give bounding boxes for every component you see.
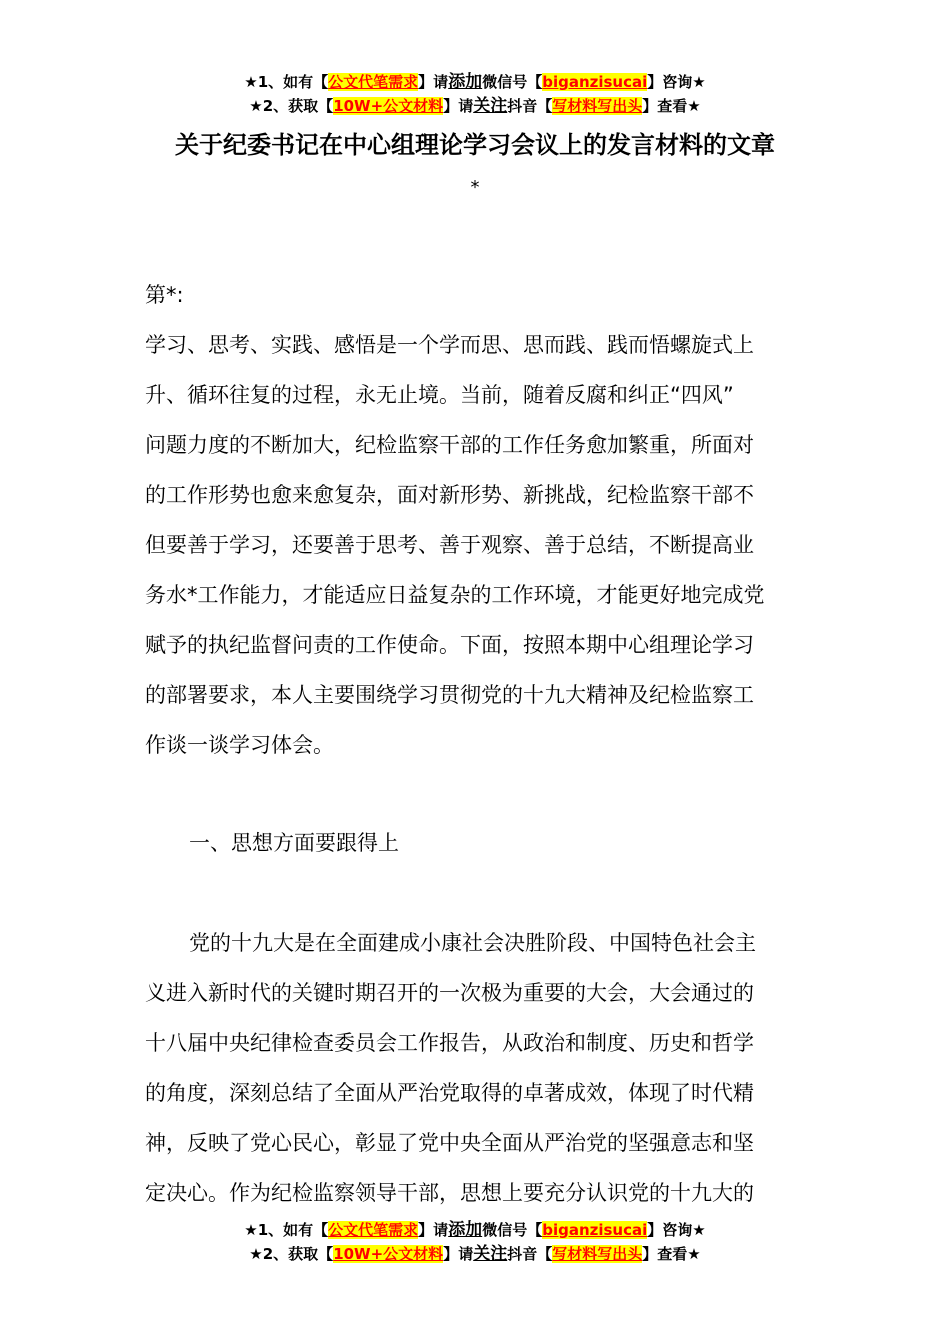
promo-line-2: ★2、获取【10W+公文材料】请关注抖音【写材料写出头】查看★ xyxy=(249,96,701,116)
promo-line-2: ★2、获取【10W+公文材料】请关注抖音【写材料写出头】查看★ xyxy=(249,1244,701,1264)
paragraph-line: 但要善于学习，还要善于思考、善于观察、善于总结，不断提高业 xyxy=(145,533,754,557)
promo-highlight: 公文代笔需求 xyxy=(328,1221,419,1239)
paragraph-line: 的工作形势也愈来愈复杂，面对新形势、新挑战，纪检监察干部不 xyxy=(145,483,754,507)
document-title: 关于纪委书记在中心组理论学习会议上的发言材料的文章 xyxy=(175,131,775,159)
paragraph-line: 党的十九大是在全面建成小康社会决胜阶段、中国特色社会主 xyxy=(189,931,756,955)
paragraph-line: 问题力度的不断加大，纪检监察干部的工作任务愈加繁重，所面对 xyxy=(145,433,754,457)
promo-banner-bottom xyxy=(0,1218,950,1266)
paragraph-line: 十八届中央纪律检查委员会工作报告，从政治和制度、历史和哲学 xyxy=(145,1031,754,1055)
wechat-id-link[interactable]: biganzisucai xyxy=(542,73,648,91)
salutation: 第*: xyxy=(145,283,184,307)
paragraph-line: 赋予的执纪监督问责的工作使命。下面，按照本期中心组理论学习 xyxy=(145,633,754,657)
wechat-id-link[interactable]: biganzisucai xyxy=(542,1221,648,1239)
paragraph-section-1 xyxy=(145,918,807,1218)
promo-highlight: 10W+公文材料 xyxy=(333,97,444,115)
paragraph-line: 务水*工作能力，才能适应日益复杂的工作环境，才能更好地完成党 xyxy=(145,583,765,607)
douyin-account-link[interactable]: 写材料写出头 xyxy=(552,97,643,115)
paragraph-line: 神，反映了党心民心，彰显了党中央全面从严治党的坚强意志和坚 xyxy=(145,1131,754,1155)
douyin-account-link[interactable]: 写材料写出头 xyxy=(552,1245,643,1263)
promo-highlight: 公文代笔需求 xyxy=(328,73,419,91)
promo-line-1: ★1、如有【公文代笔需求】请添加微信号【biganzisucai】咨询★ xyxy=(244,72,706,92)
paragraph-line: 定决心。作为纪检监察领导干部，思想上要充分认识党的十九大的 xyxy=(145,1181,754,1205)
section-heading: 一、思想方面要跟得上 xyxy=(189,831,399,855)
paragraph-intro xyxy=(145,320,807,770)
paragraph-line: 的角度，深刻总结了全面从严治党取得的卓著成效，体现了时代精 xyxy=(145,1081,754,1105)
promo-line-1: ★1、如有【公文代笔需求】请添加微信号【biganzisucai】咨询★ xyxy=(244,1220,706,1240)
paragraph-line: 的部署要求，本人主要围绕学习贯彻党的十九大精神及纪检监察工 xyxy=(145,683,754,707)
promo-highlight: 10W+公文材料 xyxy=(333,1245,444,1263)
paragraph-line: 学习、思考、实践、感悟是一个学而思、思而践、践而悟螺旋式上 xyxy=(145,333,754,357)
paragraph-line: 作谈一谈学习体会。 xyxy=(145,733,334,757)
paragraph-line: 升、循环往复的过程，永无止境。当前，随着反腐和纠正“四风” xyxy=(145,383,734,407)
title-mark: * xyxy=(470,177,480,198)
promo-banner-top xyxy=(0,70,950,118)
paragraph-line: 义进入新时代的关键时期召开的一次极为重要的大会，大会通过的 xyxy=(145,981,754,1005)
